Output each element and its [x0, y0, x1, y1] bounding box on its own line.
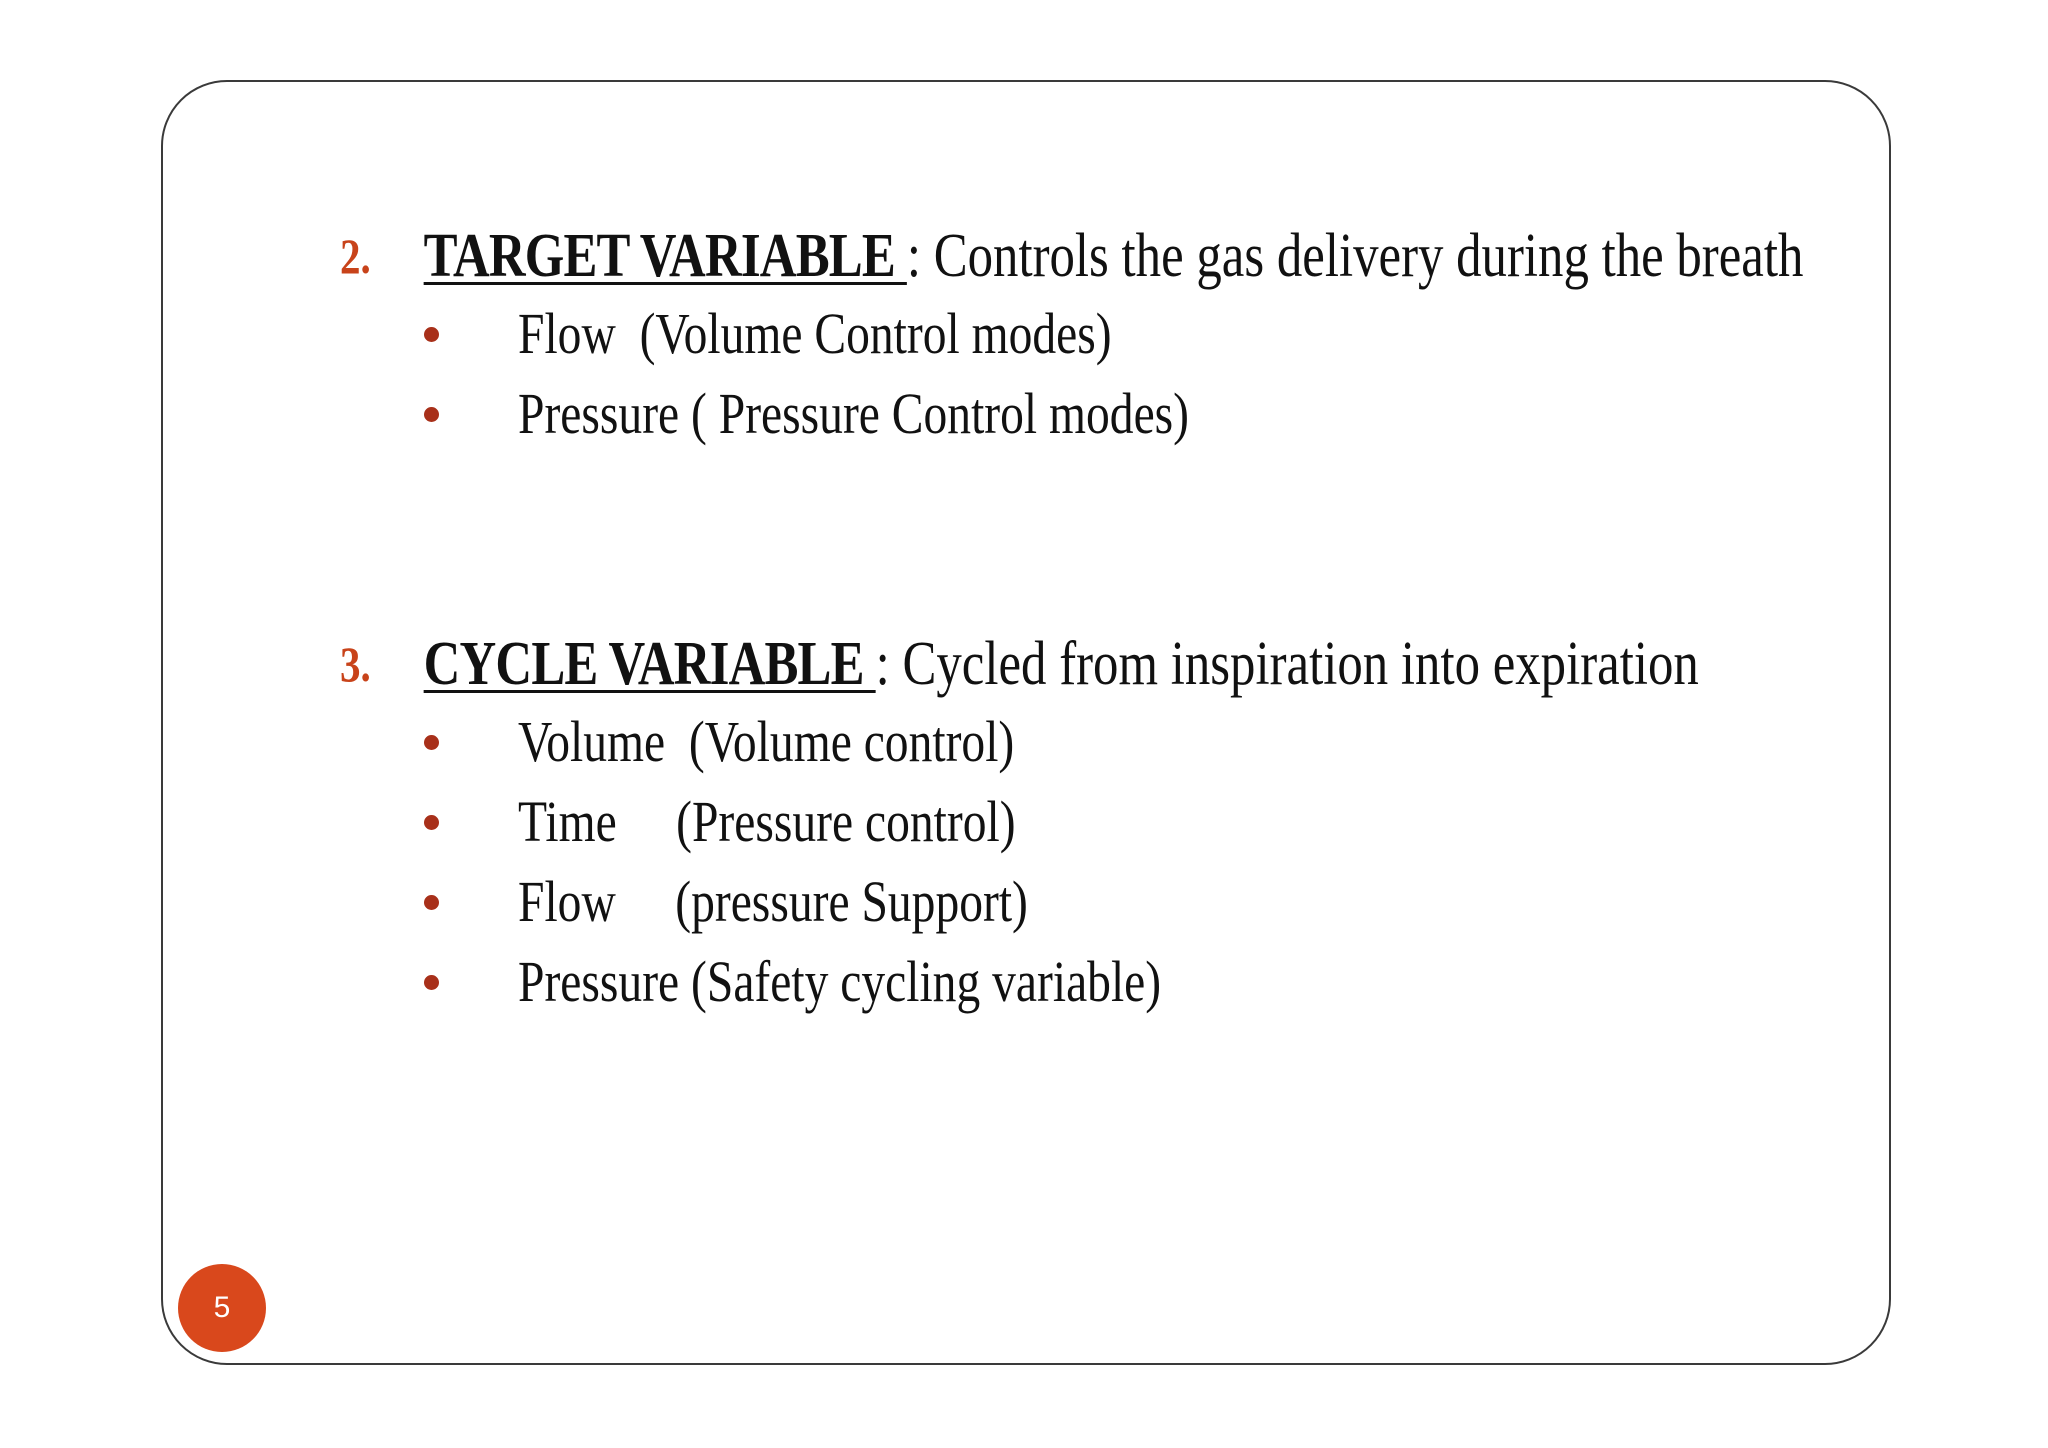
section-keyword: TARGET VARIABLE: [423, 222, 907, 290]
list-item: [340, 702, 1760, 782]
bullet-text: Flow (Volume Control modes): [518, 301, 1112, 366]
section-heading: [340, 218, 1818, 294]
section-keyword: CYCLE VARIABLE: [423, 630, 876, 698]
bullet-text: Volume (Volume control): [518, 709, 1015, 774]
section-description: : Cycled from inspiration into expiration: [875, 630, 1699, 698]
section-heading: [340, 626, 1818, 702]
bullet-icon: [424, 407, 439, 422]
section-cycle-variable: [340, 626, 1760, 1022]
bullet-icon: [424, 815, 439, 830]
section-number: 3.: [340, 636, 371, 692]
list-item: [340, 862, 1760, 942]
bullet-icon: [424, 975, 439, 990]
bullet-text: Time (Pressure control): [518, 789, 1016, 854]
list-item: [340, 782, 1760, 862]
list-item: [340, 374, 1760, 454]
bullet-text: Pressure ( Pressure Control modes): [518, 381, 1190, 446]
bullet-text: Flow (pressure Support): [518, 869, 1028, 934]
list-item: [340, 294, 1760, 374]
list-item: [340, 942, 1760, 1022]
section-target-variable: [340, 218, 1804, 454]
page-number-badge: 5: [178, 1264, 266, 1352]
bullet-icon: [424, 735, 439, 750]
bullet-icon: [424, 895, 439, 910]
section-number: 2.: [340, 228, 371, 284]
bullet-text: Pressure (Safety cycling variable): [518, 949, 1162, 1014]
bullet-list: [340, 294, 1760, 454]
bullet-list: [340, 702, 1760, 1022]
bullet-icon: [424, 327, 439, 342]
section-description: : Controls the gas delivery during the breath: [906, 222, 1804, 290]
